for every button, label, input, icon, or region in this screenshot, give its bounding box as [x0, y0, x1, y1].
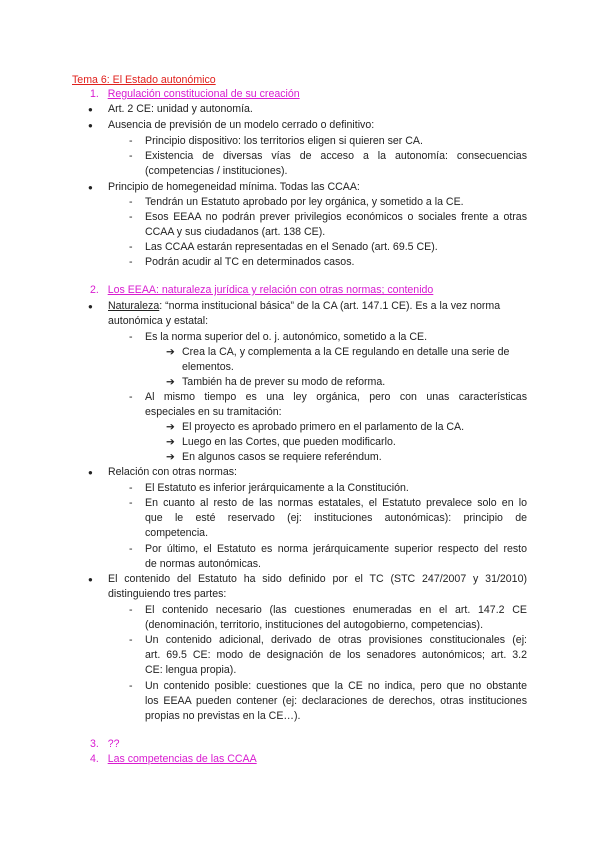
bullet-icon: ●: [88, 575, 93, 584]
s1-b2-dash-1: Principio dispositivo: los territorios eligen si quieren ser CA.: [145, 135, 423, 147]
bullet-icon: ●: [88, 105, 93, 114]
dash-icon: -: [129, 241, 133, 253]
s2-rel-dash-3-line-2: de normas autonómicas.: [145, 558, 262, 570]
section-2-title: Los EEAA: naturaleza jurídica y relación con otras normas; contenido: [107, 284, 434, 296]
section-1-title: Regulación constitucional de su creación: [107, 88, 300, 100]
section-3-number: 3.: [90, 738, 99, 750]
section-3-title: ??: [107, 738, 120, 750]
s1-b3-dash-2-line-2: CCAA y sus ciudadanos (art. 138 CE).: [145, 226, 326, 238]
s2-cont-dash-3-line-3: propias no previstas en la CE…).: [145, 710, 301, 722]
section-1-heading: [90, 88, 300, 101]
naturaleza-label: Naturaleza: [108, 300, 160, 312]
s2-cont-dash-1-line-1: El contenido necesario (las cuestiones enumeradas en el art. 147.2 CE: [145, 604, 527, 616]
s2-cont-dash-3-line-1: Un contenido posible: cuestiones que la CE no indica, pero que no obstante: [145, 680, 527, 692]
section-2-heading: [90, 284, 433, 297]
arrow-icon: ➔: [166, 376, 175, 388]
dash-icon: -: [129, 391, 133, 403]
s2-nat-dash-2-line-1: Al mismo tiempo es una ley orgánica, pero con unas características: [145, 391, 527, 403]
s2-nat-dash-1: Es la norma superior del o. j. autonómico, sometido a la CE.: [145, 331, 428, 343]
s2-rel-dash-3-line-1: Por último, el Estatuto es norma jerárquicamente superior respecto del resto: [145, 543, 527, 555]
s2-cont-dash-2-line-1: Un contenido adicional, derivado de otras provisiones constitucionales (ej:: [145, 634, 527, 646]
s2-nat-d1-arrow-2: También ha de prever su modo de reforma.: [182, 376, 386, 388]
s2-naturaleza-line-1: [108, 300, 500, 313]
s1-bullet-2: Ausencia de previsión de un modelo cerrado o definitivo:: [108, 119, 375, 131]
dash-icon: -: [129, 680, 133, 692]
dash-icon: -: [129, 211, 133, 223]
s1-b3-dash-4: Podrán acudir al TC en determinados casos.: [145, 256, 355, 268]
s2-relacion: Relación con otras normas:: [108, 466, 237, 478]
section-4-number: 4.: [90, 753, 99, 765]
s1-b3-dash-2-line-1: Esos EEAA no podrán prever privilegios económicos o sociales frente a otras: [145, 211, 527, 223]
s1-b2-dash-2-line-2: (competencias / instituciones).: [145, 165, 288, 177]
s1-b3-dash-1: Tendrán un Estatuto aprobado por ley orgánica, y sometido a la CE.: [145, 196, 464, 208]
s2-contenido-line-1: El contenido del Estatuto ha sido definido por el TC (STC 247/2007 y 31/2010): [108, 573, 527, 585]
dash-icon: -: [129, 135, 133, 147]
dash-icon: -: [129, 543, 133, 555]
s2-rel-dash-2-line-1: En cuanto al resto de las normas estatales, el Estatuto prevalece solo en lo: [145, 497, 527, 509]
s2-nat-d2-arrow-1: El proyecto es aprobado primero en el parlamento de la CA.: [182, 421, 465, 433]
dash-icon: -: [129, 331, 133, 343]
arrow-icon: ➔: [166, 436, 175, 448]
bullet-icon: ●: [88, 183, 93, 192]
arrow-icon: ➔: [166, 451, 175, 463]
s2-rel-dash-2-line-2: que le esté reservado (ej: instituciones autonómicas): principio de: [145, 512, 527, 524]
s1-b3-dash-3: Las CCAA estarán representadas en el Senado (art. 69.5 CE).: [145, 241, 438, 253]
dash-icon: -: [129, 604, 133, 616]
s1-bullet-1: Art. 2 CE: unidad y autonomía.: [108, 103, 253, 115]
bullet-icon: ●: [88, 302, 93, 311]
dash-icon: -: [129, 497, 133, 509]
dash-icon: -: [129, 196, 133, 208]
doc-title: Tema 6: El Estado autonómico: [72, 74, 216, 86]
s1-bullet-3: Principio de homegeneidad mínima. Todas las CCAA:: [108, 181, 360, 193]
s2-nat-d1-arrow-1-line-1: Crea la CA, y complementa a la CE regulando en detalle una serie de: [182, 346, 510, 358]
s2-contenido-line-2: distinguiendo tres partes:: [108, 588, 227, 600]
s2-cont-dash-1-line-2: (denominación, territorio, instituciones del autogobierno, competencias).: [145, 619, 484, 631]
dash-icon: -: [129, 482, 133, 494]
section-2-number: 2.: [90, 284, 99, 296]
arrow-icon: ➔: [166, 346, 175, 358]
s2-naturaleza-line-2: autonómica y estatal:: [108, 315, 209, 327]
naturaleza-text: : “norma institucional básica” de la CA (art. 147.1 CE). Es a la vez norma: [159, 300, 501, 312]
s2-nat-d1-arrow-1-line-2: elementos.: [182, 361, 234, 373]
arrow-icon: ➔: [166, 421, 175, 433]
section-4-title: Las competencias de las CCAA: [107, 753, 257, 765]
s2-rel-dash-2-line-3: competencia.: [145, 527, 209, 539]
bullet-icon: ●: [88, 468, 93, 477]
dash-icon: -: [129, 150, 133, 162]
s2-cont-dash-3-line-2: los EEAA pueden contener (ej: declaraciones de derechos, otras instituciones: [145, 695, 527, 707]
s2-cont-dash-2-line-3: CE: lengua propia).: [145, 664, 237, 676]
s2-rel-dash-1: El Estatuto es inferior jerárquicamente a la Constitución.: [145, 482, 409, 494]
section-3-heading: [90, 738, 119, 751]
s2-nat-d2-arrow-2: Luego en las Cortes, que pueden modificarlo.: [182, 436, 396, 448]
section-1-number: 1.: [90, 88, 99, 100]
s2-nat-d2-arrow-3: En algunos casos se requiere referéndum.: [182, 451, 382, 463]
dash-icon: -: [129, 634, 133, 646]
section-4-heading: [90, 753, 257, 766]
dash-icon: -: [129, 256, 133, 268]
s2-cont-dash-2-line-2: art. 69.5 CE: modo de designación de los senadores autonómicos; art. 3.2: [145, 649, 527, 661]
bullet-icon: ●: [88, 121, 93, 130]
s2-nat-dash-2-line-2: especiales en su tramitación:: [145, 406, 282, 418]
s1-b2-dash-2-line-1: Existencia de diversas vías de acceso a la autonomía: consecuencias: [145, 150, 527, 162]
